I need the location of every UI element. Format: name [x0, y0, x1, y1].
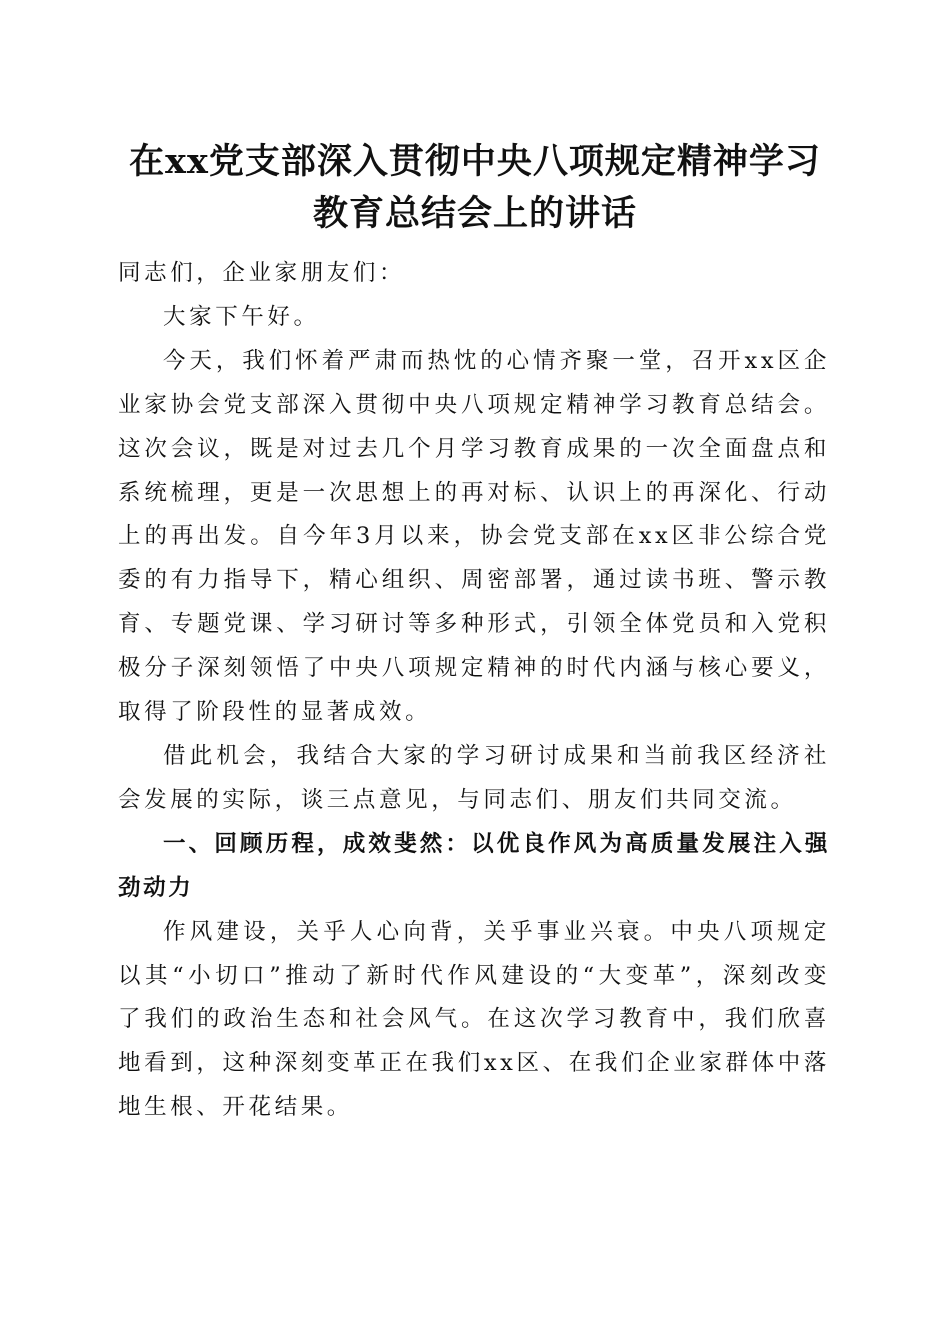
document-title — [100, 136, 850, 240]
intro-paragraph: 借此机会，我结合大家的学习研讨成果和当前我区经济社会发展的实际，谈三点意见，与同志们、朋友们共同交流。 — [118, 742, 830, 813]
section-heading-1: 一、回顾历程，成效斐然：以优良作风为高质量发展注入强劲动力 — [118, 830, 830, 901]
salutation: 同志们，企业家朋友们： — [118, 260, 406, 286]
title-line-2: 教育总结会上的讲话 — [312, 193, 637, 234]
document-body — [118, 252, 830, 1130]
greeting-paragraph: 大家下午好。 — [163, 303, 320, 330]
section-1-paragraph: 作风建设，关乎人心向背，关乎事业兴衰。中央八项规定以其“小切口”推动了新时代作风建设的“大变革”，深刻改变了我们的政治生态和社会风气。在这次学习教育中，我们欣喜地看到，这种深刻变革正在我们xx区、在我们企业家群体中落地生根、开花结果。 — [118, 918, 830, 1121]
opening-paragraph: 今天，我们怀着严肃而热忱的心情齐聚一堂，召开xx区企业家协会党支部深入贯彻中央八项规定精神学习教育总结会。这次会议，既是对过去几个月学习教育成果的一次全面盘点和系统梳理，更是一次思想上的再对标、认识上的再深化、行动上的再出发。自今年3月以来，协会党支部在xx区非公综合党委的有力指导下，精心组织、周密部署，通过读书班、警示教育、专题党课、学习研讨等多种形式，引领全体党员和入党积极分子深刻领悟了中央八项规定精神的时代内涵与核心要义，取得了阶段性的显著成效。 — [118, 347, 830, 726]
title-line-1: 在xx党支部深入贯彻中央八项规定精神学习 — [129, 141, 821, 182]
